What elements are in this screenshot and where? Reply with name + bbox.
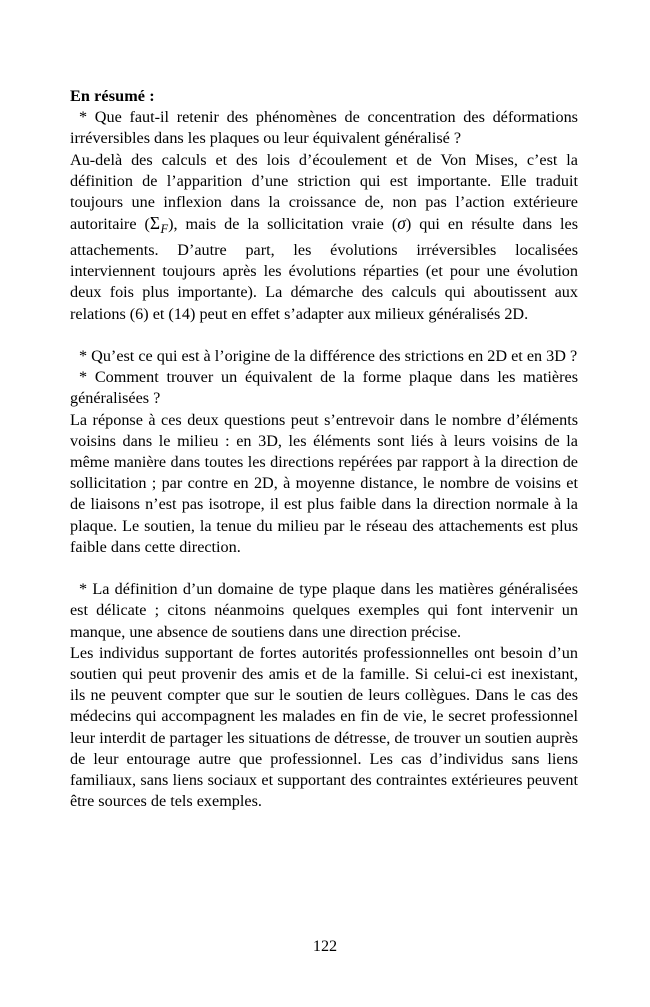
answer-1-part-2: ), mais de la sollicitation vraie ( — [168, 215, 398, 234]
section-heading: En résumé : — [70, 87, 155, 105]
paragraph-answer-2: La réponse à ces deux questions peut s’entrevoir dans le nombre d’éléments voisins dans le milieu : en 3D, les éléments sont liés à leurs voisins de la même manière dans toutes les directions repérées par rapport à la direction de sollicitation ; par contre en 2D, à moyenne distance, le nombre de voisins et de liaisons n’est pas isotrope, il est plus faible dans la direction normale à la plaque. Le soutien, la tenue du milieu par le réseau des attachements est plus faible dans cette direction. — [70, 410, 578, 556]
sigma-capital-glyph: Σ — [149, 213, 161, 234]
paragraph-question-3: * Comment trouver un équivalent de la forme plaque dans les matières généralisées ? — [70, 368, 578, 408]
page-number: 122 — [312, 937, 338, 955]
paragraph-gap — [70, 325, 578, 346]
answer-1-part-3: ) qui en résulte dans les attachements. D’autre part, les évolutions irréversibles localisées interviennent toujours après les évolutions réparties (et pour une évolution deux fois plus importante). La démarche des calculs qui aboutissent aux relations (6) et (14) peut en effet s’adapter aux milieux généralisés 2D. — [70, 215, 578, 323]
answer-1-part-1: Au-delà des calculs et des lois d’écoulement et de Von Mises, c’est la définition de l’apparition d’une striction qui est importante. Elle traduit toujours une inflexion dans la croissance de, non pas l’action extérieure autoritaire ( — [70, 150, 578, 234]
paragraph-question-2: * Qu’est ce qui est à l’origine de la différence des strictions en 2D et en 3D ? — [79, 346, 578, 365]
sigma-lowercase-symbol: σ — [397, 213, 406, 234]
text-column — [70, 86, 578, 812]
paragraph-answer-1 — [70, 150, 578, 325]
sigma-capital-subscript-glyph: F — [160, 221, 169, 236]
paragraph-question-4: * La définition d’un domaine de type plaque dans les matières généralisées est délicate ; citons néanmoins quelques exemples qui font intervenir un manque, une absence de soutiens dans une direction précise. — [70, 580, 578, 641]
sigma-capital-f-symbol — [149, 213, 169, 236]
paragraph-question-1: * Que faut-il retenir des phénomènes de concentration des déformations irréversibles dans les plaques ou leur équivalent généralisé ? — [70, 108, 578, 148]
paragraph-answer-3: Les individus supportant de fortes autorités professionnelles ont besoin d’un soutien qui peut provenir des amis et de la famille. Si celui-ci est inexistant, ils ne peuvent compter que sur le soutien de leurs collègues. Dans le cas des médecins qui accompagnent les malades en fin de vie, le secret professionnel leur interdit de partager les situations de détresse, de trouver un soutien auprès de leur entourage autre que professionnel. Les cas d’individus sans liens familiaux, sans liens sociaux et supportant des contraintes extérieures peuvent être sources de tels exemples. — [70, 643, 578, 811]
paragraph-gap — [70, 558, 578, 579]
